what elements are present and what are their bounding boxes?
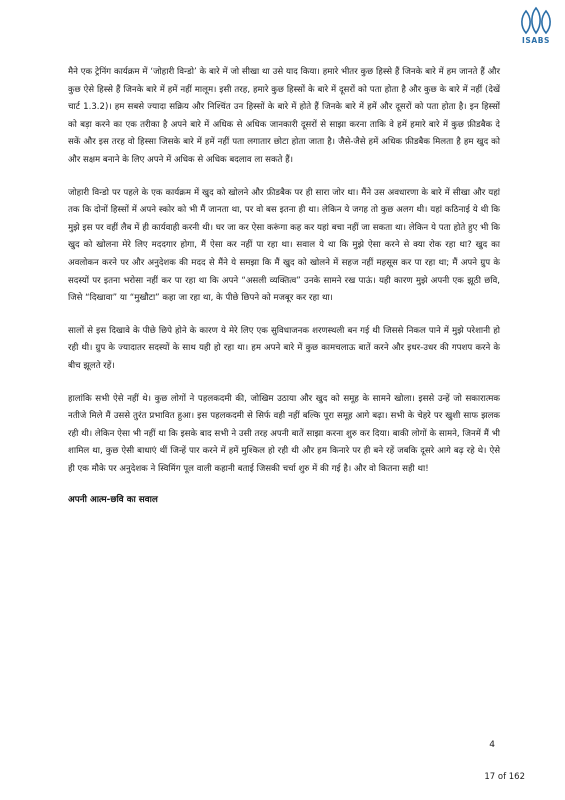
logo-text: ISABS: [521, 36, 551, 45]
isabs-logo-icon: [514, 6, 558, 36]
paragraph-earlier-program: जोहारी विन्डो पर पहले के एक कार्यक्रम में खुद को खोलने और फ़ीडबैक पर ही सारा जोर था। मैंने उस अवधारणा के बारे में सीखा और यहां तक कि दोनों हिस्सों में अपने स्कोर को भी मैं जानता था, पर वो बस इतना ही था। लेकिन ये जगह तो कुछ अलग थी। यहां कठिनाई ये थी कि मुझे इस पर वहीं लैब में ही कार्यवाही करनी थी। घर जा कर ऐसा करूंगा कह कर यहां बचा नहीं जा सकता था। लेकिन ये पता होते हुए भी कि खुद को खोलना मेरे लिए मददगार होगा, मैं ऐसा कर नहीं पा रहा था। सवाल ये था कि मुझे ऐसा करने से क्या रोक रहा था? खुद का अवलोकन करने पर और अनुदेशक की मदद से मैंने ये समझा कि मैं खुद को खोलने में सहज नहीं महसूस कर पा रहा था; मैं अपने ग्रुप के सदस्यों पर इतना भरोसा नहीं कर पा रहा था कि अपने “असली व्यक्तित्व” उनके सामने रख पाऊं। यही कारण मुझे अपनी एक झूठी छवि, जिसे “दिखावा” या “मुखौटा” कहा जा रहा था, के पीछे छिपने को मजबूर कर रहा था।: [68, 187, 500, 304]
paragraph-initiative: हालांकि सभी ऐसे नहीं थे। कुछ लोगों ने पहलकदमी की, जोखिम उठाया और खुद को समूह के सामने खोला। इससे उन्हें जो सकारात्मक नतीजे मिले मैं उससे तुरंत प्रभावित हुआ। इस पहलकदमी से सिर्फ वही नहीं बल्कि पूरा समूह आगे बढ़ा। सभी के चेहरे पर खुशी साफ झलक रही थी। लेकिन ऐसा भी नहीं था कि इसके बाद सभी ने उसी तरह अपनी बातें साझा करना शुरु कर दिया। बाकी लोगों के सामने, जिनमें मैं भी शामिल था, कुछ ऐसी बाधाएं थीं जिन्हें पार करने में हमें मुश्किल हो रही थी और हम किनारे पर ही बने रहें जबकि दूसरे आगे बढ़ रहे थे। ऐसे ही एक मौके पर अनुदेशक ने स्विमिंग पूल वाली कहानी बताई जिसकी चर्चा शुरु में की गई है। और वो कितना सही था!: [68, 393, 500, 474]
isabs-logo: [514, 6, 558, 46]
page-content: [68, 64, 500, 505]
page-count-indicator: 17 of 162: [484, 772, 525, 782]
paragraph-hiding: सालों से इस दिखावे के पीछे छिपे होने के कारण ये मेरे लिए एक सुविधाजनक शरणस्थली बन गई थी जिससे निकल पाने में मुझे परेशानी हो रही थी। ग्रुप के ज्यादातर सदस्यों के साथ यही हो रहा था। हम अपने बारे में कुछ कामचलाऊ बातें करने और इधर-उधर की गपशप करने के बीच झूलते रहें।: [68, 325, 500, 371]
section-heading: अपनी आत्म-छवि का सवाल: [68, 495, 158, 506]
paragraph-johari-window: मैने एक ट्रेनिंग कार्यक्रम में ‘जोहारी विन्डो’ के बारे में जो सीखा था उसे याद किया। हमारे भीतर कुछ हिस्से हैं जिनके बारे में हम जानते हैं और कुछ ऐसे हिस्से हैं जिनके बारे में हमें नहीं मालूम। इसी तरह, हमारे कुछ हिस्सों के बारे में दूसरों को पता होता है और कुछ के बारे में नहीं (देखें चार्ट 1.3.2)। हम सबसे ज्यादा सक्रिय और निश्चिंत उन हिस्सों के बारे में होते हैं जिनके बारे में हमें और दूसरों को पता होता है। इन हिस्सों को बड़ा करने का एक तरीका है अपने बारे में अधिक से अधिक जानकारी दूसरों से साझा करना ताकि वे हमें हमारे बारे में कुछ फ़ीडबैक दे सकें और इस तरह वो हिस्सा जिसके बारे में हमें नहीं पता लगातार छोटा होता जाता है। जैसे-जैसे हमें अधिक फ़ीडबैक मिलता है हम खुद को और सक्षम बनाने के लिए अपने में अधिक से अधिक बदलाव ला सकते हैं।: [68, 67, 500, 165]
page-number: 4: [489, 740, 495, 750]
